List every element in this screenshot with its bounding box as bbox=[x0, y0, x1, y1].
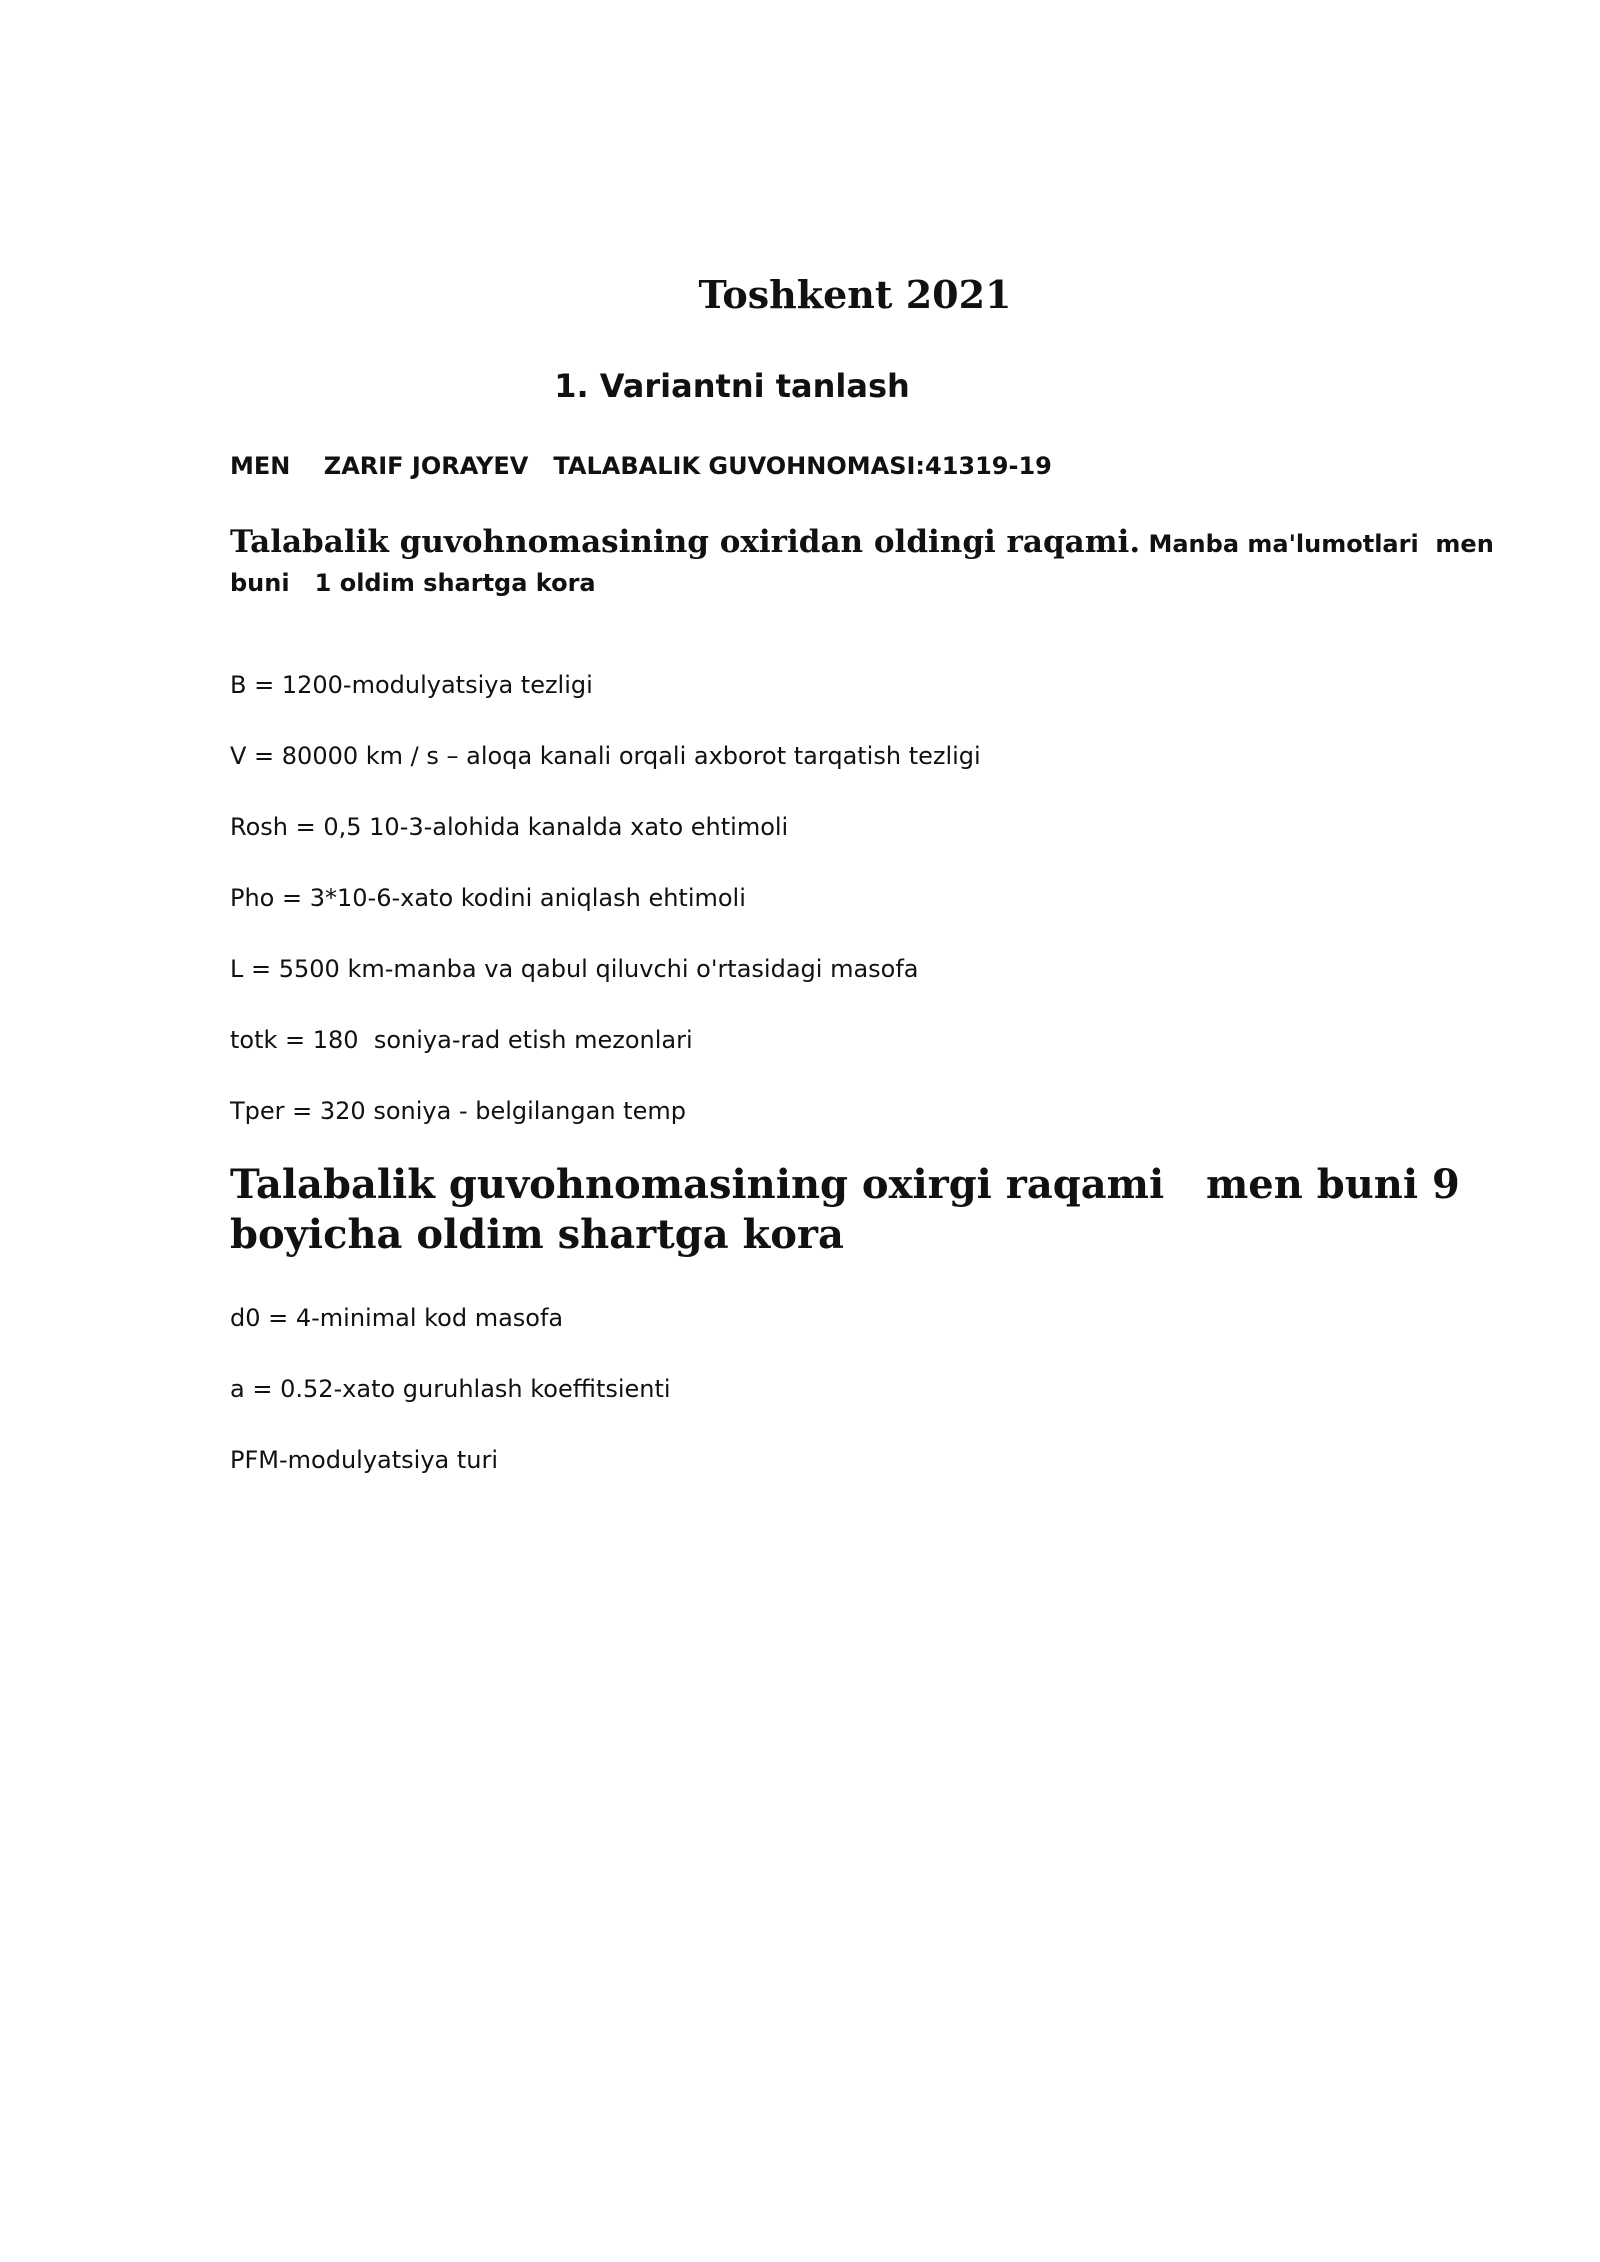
param-set-tempo: Tper = 320 soniya - belgilangan temp bbox=[230, 1097, 686, 1125]
parameter-list-first bbox=[230, 665, 981, 1162]
param-rejection-criteria: totk = 180 soniya-rad etish mezonlari bbox=[230, 1026, 693, 1054]
subheading-serif-text: Talabalik guvohnomasining oxiridan oldingi raqami. bbox=[230, 524, 1141, 560]
param-error-grouping-coefficient: a = 0.52-xato guruhlash koeffitsienti bbox=[230, 1375, 671, 1403]
section-heading: 1. Variantni tanlash bbox=[554, 367, 910, 405]
param-propagation-speed: V = 80000 km / s – aloqa kanali orqali axborot tarqatish tezligi bbox=[230, 742, 981, 770]
param-distance: L = 5500 km-manba va qabul qiluvchi o'rtasidagi masofa bbox=[230, 955, 919, 983]
param-channel-error-probability: Rosh = 0,5 10-3-alohida kanalda xato ehtimoli bbox=[230, 813, 789, 841]
param-error-detection-probability: Pho = 3*10-6-xato kodini aniqlash ehtimoli bbox=[230, 884, 746, 912]
param-modulation-type: PFM-modulyatsiya turi bbox=[230, 1446, 499, 1474]
last-digit-heading: Talabalik guvohnomasining oxirgi raqami men buni 9 boyicha oldim shartga kora bbox=[230, 1161, 1474, 1258]
student-info-line: MEN ZARIF JORAYEV TALABALIK GUVOHNOMASI:41319-19 bbox=[230, 452, 1052, 480]
variant-subheading bbox=[230, 524, 1503, 604]
param-modulation-speed: B = 1200-modulyatsiya tezligi bbox=[230, 671, 593, 699]
subheading-sans-text: Manba ma'lumotlari men buni 1 oldim shartga kora bbox=[230, 530, 1503, 597]
document-title: Toshkent 2021 bbox=[698, 272, 1012, 317]
param-min-code-distance: d0 = 4-minimal kod masofa bbox=[230, 1304, 564, 1332]
parameter-list-second bbox=[230, 1298, 671, 1511]
